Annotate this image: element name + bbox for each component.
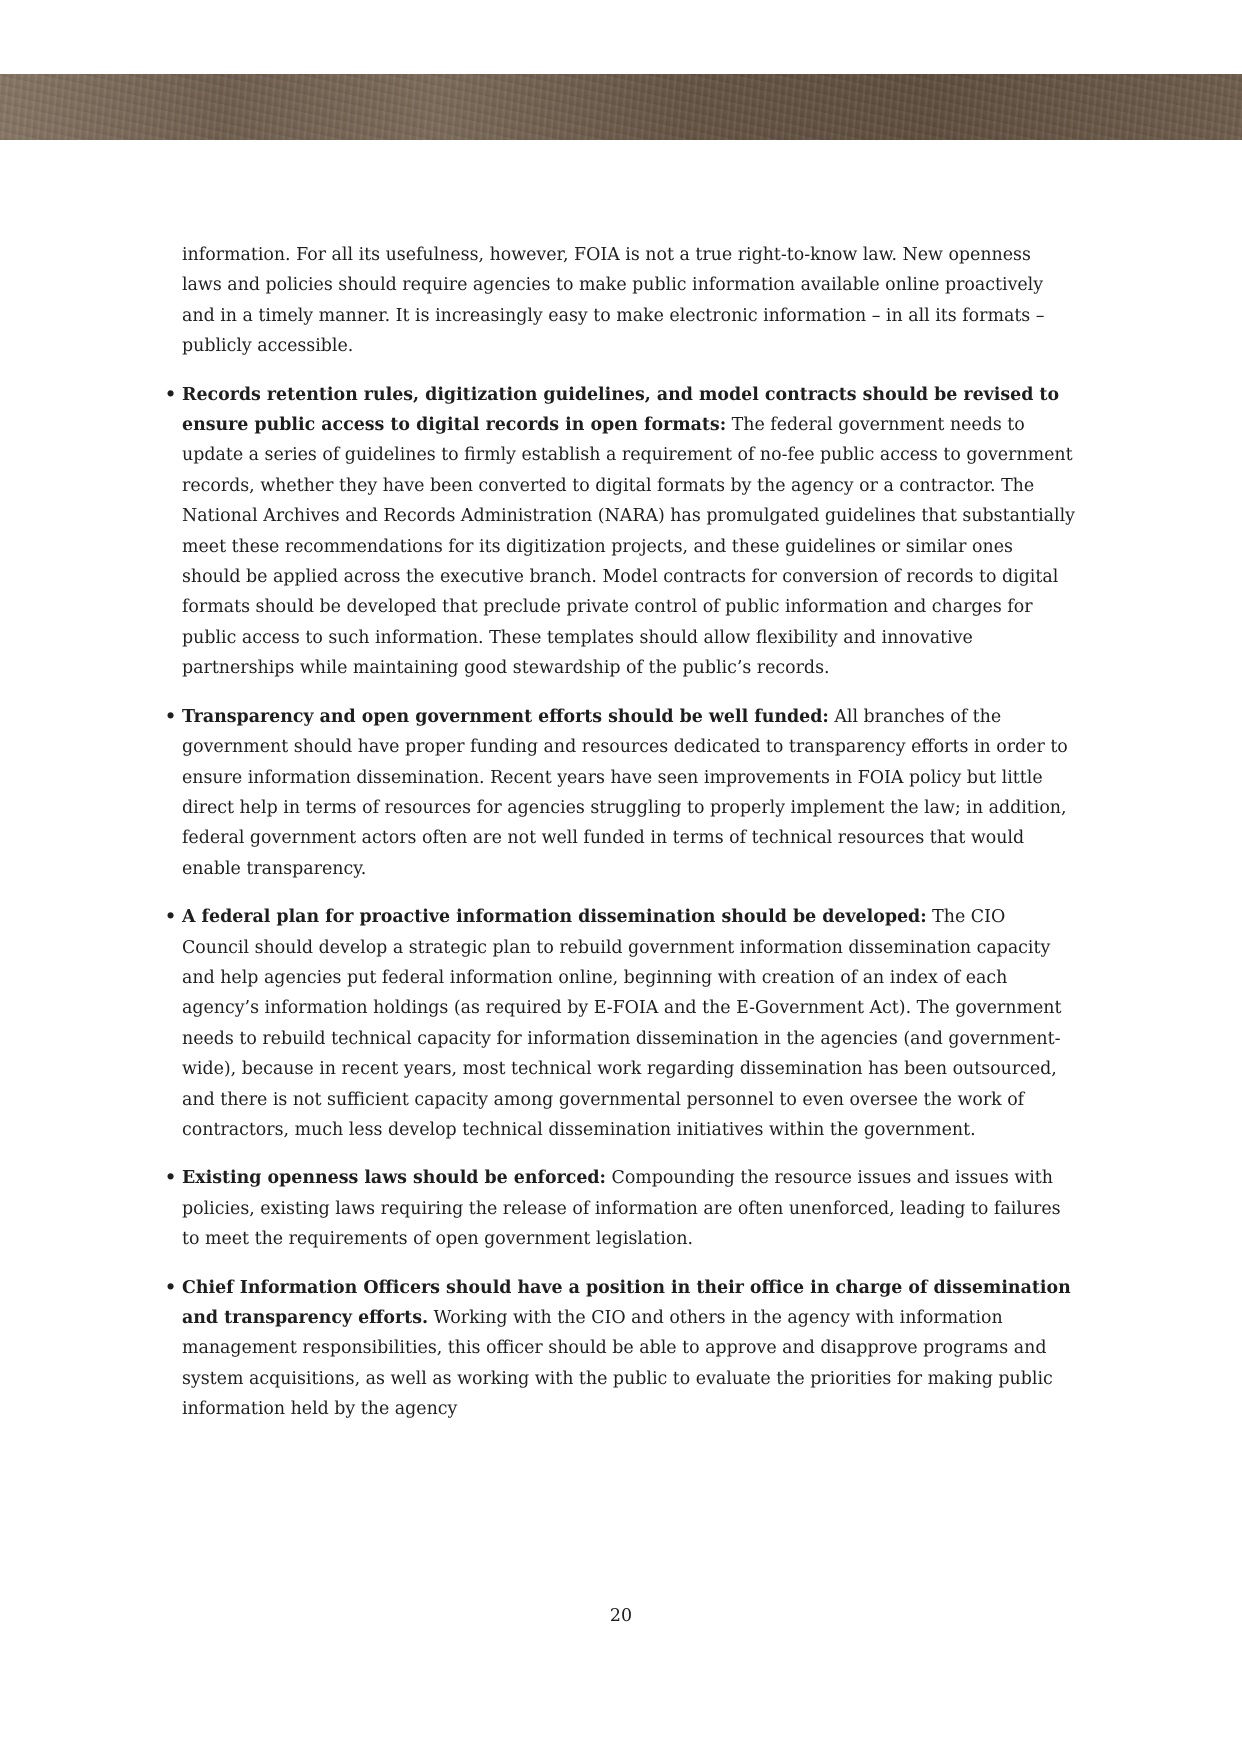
bullet-body: The CIO Council should develop a strategic plan to rebuild government information dissemination capacity and help agencies put federal information online, beginning with creation of an index of each agency’s information holdings (as required by E-FOIA and the E-Government Act). The government needs to rebuild technical capacity for information dissemination in the agencies (and government-wide), because in recent years, most technical work regarding dissemination has been outsourced, and there is not sufficient capacity among governmental personnel to even oversee the work of contractors, much less develop technical dissemination initiatives within the government. bbox=[182, 907, 1062, 1140]
header-texture-band bbox=[0, 74, 1242, 140]
bullet-body: Working with the CIO and others in the agency with information management responsibilities, this officer should be able to approve and disapprove programs and system acquisitions, as well as working with the public to evaluate the priorities for making public information held by the agency bbox=[182, 1308, 1053, 1420]
page-number: 20 bbox=[609, 1606, 633, 1626]
bullet-heading: Existing openness laws should be enforced: bbox=[182, 1168, 606, 1189]
bullet-icon: • bbox=[165, 1277, 177, 1298]
bullet-icon: • bbox=[165, 384, 177, 405]
page-body bbox=[165, 240, 1076, 1443]
bullet-icon: • bbox=[165, 1168, 177, 1189]
bullet-heading: Records retention rules, digitization guidelines, and model contracts should be revised to ensure public access to digital records in open formats: bbox=[182, 384, 1060, 436]
bullet-heading: A federal plan for proactive information dissemination should be developed: bbox=[182, 907, 927, 928]
list-item bbox=[165, 1273, 1076, 1425]
list-item bbox=[165, 1163, 1076, 1254]
list-item bbox=[165, 902, 1076, 1145]
bullet-icon: • bbox=[165, 706, 177, 727]
bullet-body: The federal government needs to update a series of guidelines to firmly establish a requirement of no-fee public access to government records, whether they have been converted to digital formats by the agency or a contractor. The National Archives and Records Administration (NARA) has promulgated guidelines that substantially meet these recommendations for its digitization projects, and these guidelines or similar ones should be applied across the executive branch. Model contracts for conversion of records to digital formats should be developed that preclude private control of public information and charges for public access to such information. These templates should allow flexibility and innovative partnerships while maintaining good stewardship of the public’s records. bbox=[182, 415, 1076, 679]
recommendations-list bbox=[165, 380, 1076, 1425]
bullet-icon: • bbox=[165, 907, 177, 928]
bullet-heading: Chief Information Officers should have a position in their office in charge of dissemination and transparency efforts. bbox=[182, 1277, 1071, 1328]
bullet-body: Compounding the resource issues and issues with policies, existing laws requiring the release of information are often unenforced, leading to failures to meet the requirements of open government legislation. bbox=[182, 1168, 1061, 1250]
list-item bbox=[165, 380, 1076, 684]
bullet-body: All branches of the government should have proper funding and resources dedicated to transparency efforts in order to ensure information dissemination. Recent years have seen improvements in FOIA policy but little direct help in terms of resources for agencies struggling to properly implement the law; in addition, federal government actors often are not well funded in terms of technical resources that would enable transparency. bbox=[182, 706, 1068, 879]
list-item bbox=[165, 702, 1076, 884]
intro-paragraph: information. For all its usefulness, however, FOIA is not a true right-to-know law. New openness laws and policies should require agencies to make public information available online proactively and in a timely manner. It is increasingly easy to make electronic information – in all its formats – publicly accessible. bbox=[182, 245, 1045, 357]
bullet-heading: Transparency and open government efforts should be well funded: bbox=[182, 706, 829, 727]
